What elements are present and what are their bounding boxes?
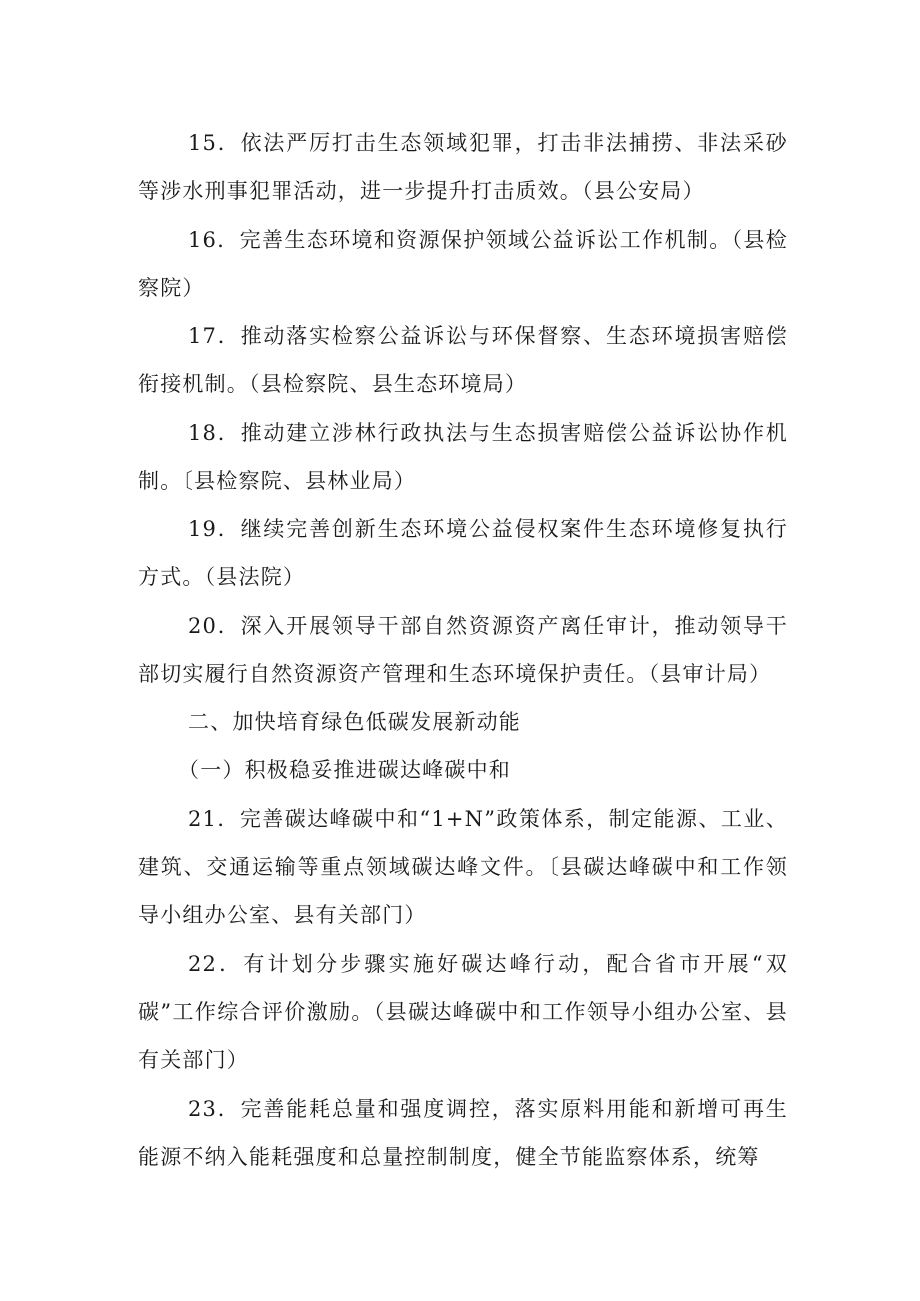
item-23: 23．完善能耗总量和强度调控，落实原料用能和新增可再生能源不纳入能耗强度和总量控制制度，健全节能监察体系，统筹 — [138, 1097, 788, 1169]
item-19: 19．继续完善创新生态环境公益侵权案件生态环境修复执行方式。（县法院） — [138, 517, 788, 589]
subsection-heading: （一）积极稳妥推进碳达峰碳中和 — [178, 758, 511, 782]
item-16: 16．完善生态环境和资源保护领域公益诉讼工作机制。（县检察院） — [138, 228, 788, 300]
item-21: 21．完善碳达峰碳中和“1+N”政策体系，制定能源、工业、建筑、交通运输等重点领域碳达峰文件。〔县碳达峰碳中和工作领导小组办公室、县有关部门） — [138, 807, 788, 927]
item-17: 17．推动落实检察公益诉讼与环保督察、生态环境损害赔偿衔接机制。（县检察院、县生态环境局） — [138, 324, 788, 396]
item-22: 22．有计划分步骤实施好碳达峰行动，配合省市开展“双碳”工作综合评价激励。（县碳达峰碳中和工作领导小组办公室、县有关部门） — [138, 952, 788, 1072]
item-15: 15．依法严厉打击生态领域犯罪，打击非法捕捞、非法采砂等涉水刑事犯罪活动，进一步提升打击质效。（县公安局） — [138, 131, 788, 203]
section-heading: 二、加快培育绿色低碳发展新动能 — [188, 710, 521, 734]
item-18: 18．推动建立涉林行政执法与生态损害赔偿公益诉讼协作机制。〔县检察院、县林业局） — [138, 421, 788, 493]
item-20: 20．深入开展领导干部自然资源资产离任审计，推动领导干部切实履行自然资源资产管理和生态环境保护责任。（县审计局） — [138, 614, 788, 686]
